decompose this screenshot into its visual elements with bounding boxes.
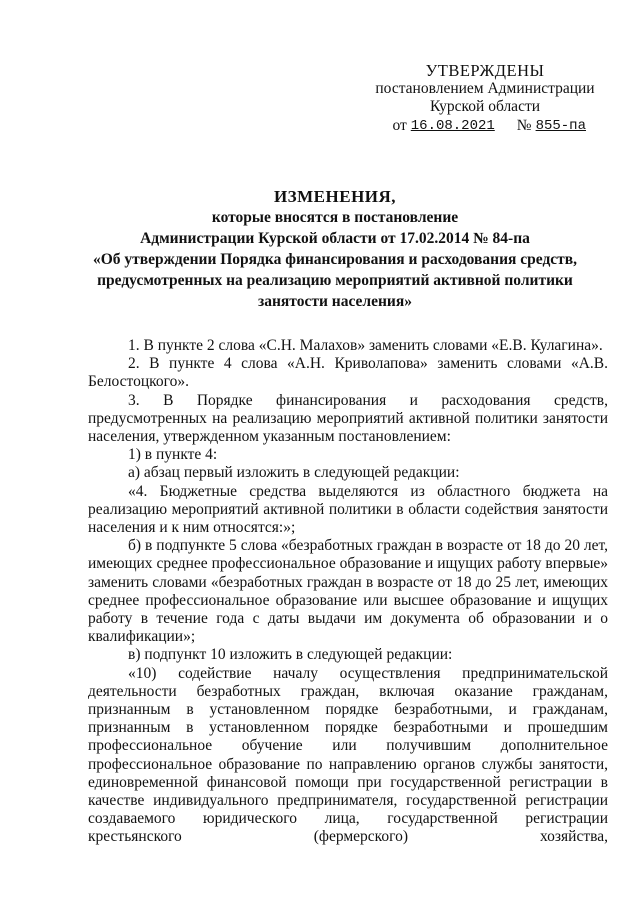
heading-line-2: Администрации Курской области от 17.02.2014 № 84-па xyxy=(140,230,530,247)
document-body xyxy=(88,337,608,847)
paragraph: «10) содействие началу осуществления предпринимательской деятельности безработных граждан, включая оказание гражданам, признанным в установленном порядке безработными, и гражданам, признанным в установленном порядке безработными и прошедшим профессиональное обучение или получившим дополнительное профессиональное образование по направлению органов службы занятости, единовременной финансовой помощи при государственной регистрации в качестве индивидуального предпринимателя, государственной регистрации создаваемого юридического лица, государственной регистрации крестьянского (фермерского) хозяйства, xyxy=(88,664,608,846)
heading-line-3: «Об утверждении Порядка финансирования и расходования средств, xyxy=(92,251,578,268)
paragraph: 1) в пункте 4: xyxy=(128,446,218,464)
heading-line-4: предусмотренных на реализацию мероприятий активной политики xyxy=(97,272,573,289)
paragraph: «4. Бюджетные средства выделяются из областного бюджета на реализацию мероприятий активной политики в области содействия занятости населения и к ним относятся:»; xyxy=(88,482,608,537)
heading-title: ИЗМЕНЕНИЯ, xyxy=(273,187,397,206)
approval-line-2: Курской области xyxy=(429,98,541,115)
approval-block xyxy=(360,62,610,135)
heading-line-1: которые вносятся в постановление xyxy=(211,209,459,226)
paragraph: 3. В Порядке финансирования и расходования средств, предусмотренных на реализацию мероприятий активной политики занятости населения, утвержденном указанным постановлением: xyxy=(88,391,608,446)
approval-line-1: постановлением Администрации xyxy=(375,80,595,97)
approval-title: УТВЕРЖДЕНЫ xyxy=(425,61,545,80)
number-prefix: № xyxy=(516,117,532,134)
approval-number: 855-па xyxy=(535,118,586,134)
paragraph: 1. В пункте 2 слова «С.Н. Малахов» заменить словами «Е.В. Кулагина». xyxy=(128,337,603,354)
approval-date-line xyxy=(360,117,610,135)
paragraph: а) абзац первый изложить в следующей редакции: xyxy=(128,464,460,482)
approval-date: 16.08.2021 xyxy=(410,118,495,134)
heading-line-5: занятости населения» xyxy=(258,293,412,310)
paragraph: в) подпункт 10 изложить в следующей редакции: xyxy=(128,646,453,664)
paragraph: 2. В пункте 4 слова «А.Н. Криволапова» заменить словами «А.В. Белостоцкого». xyxy=(88,355,608,391)
document-heading xyxy=(70,186,600,312)
paragraph: б) в подпункте 5 слова «безработных граждан в возрасте от 18 до 20 лет, имеющих среднее профессиональное образование и ищущих работу впервые» заменить словами «безработных граждан в возрасте от 18 до 25 лет, имеющих среднее профессиональное образование или высшее образование и ищущих работу в течение года с даты выдачи им документа об образовании и о квалификации»; xyxy=(88,537,608,646)
date-prefix: от xyxy=(392,117,407,134)
